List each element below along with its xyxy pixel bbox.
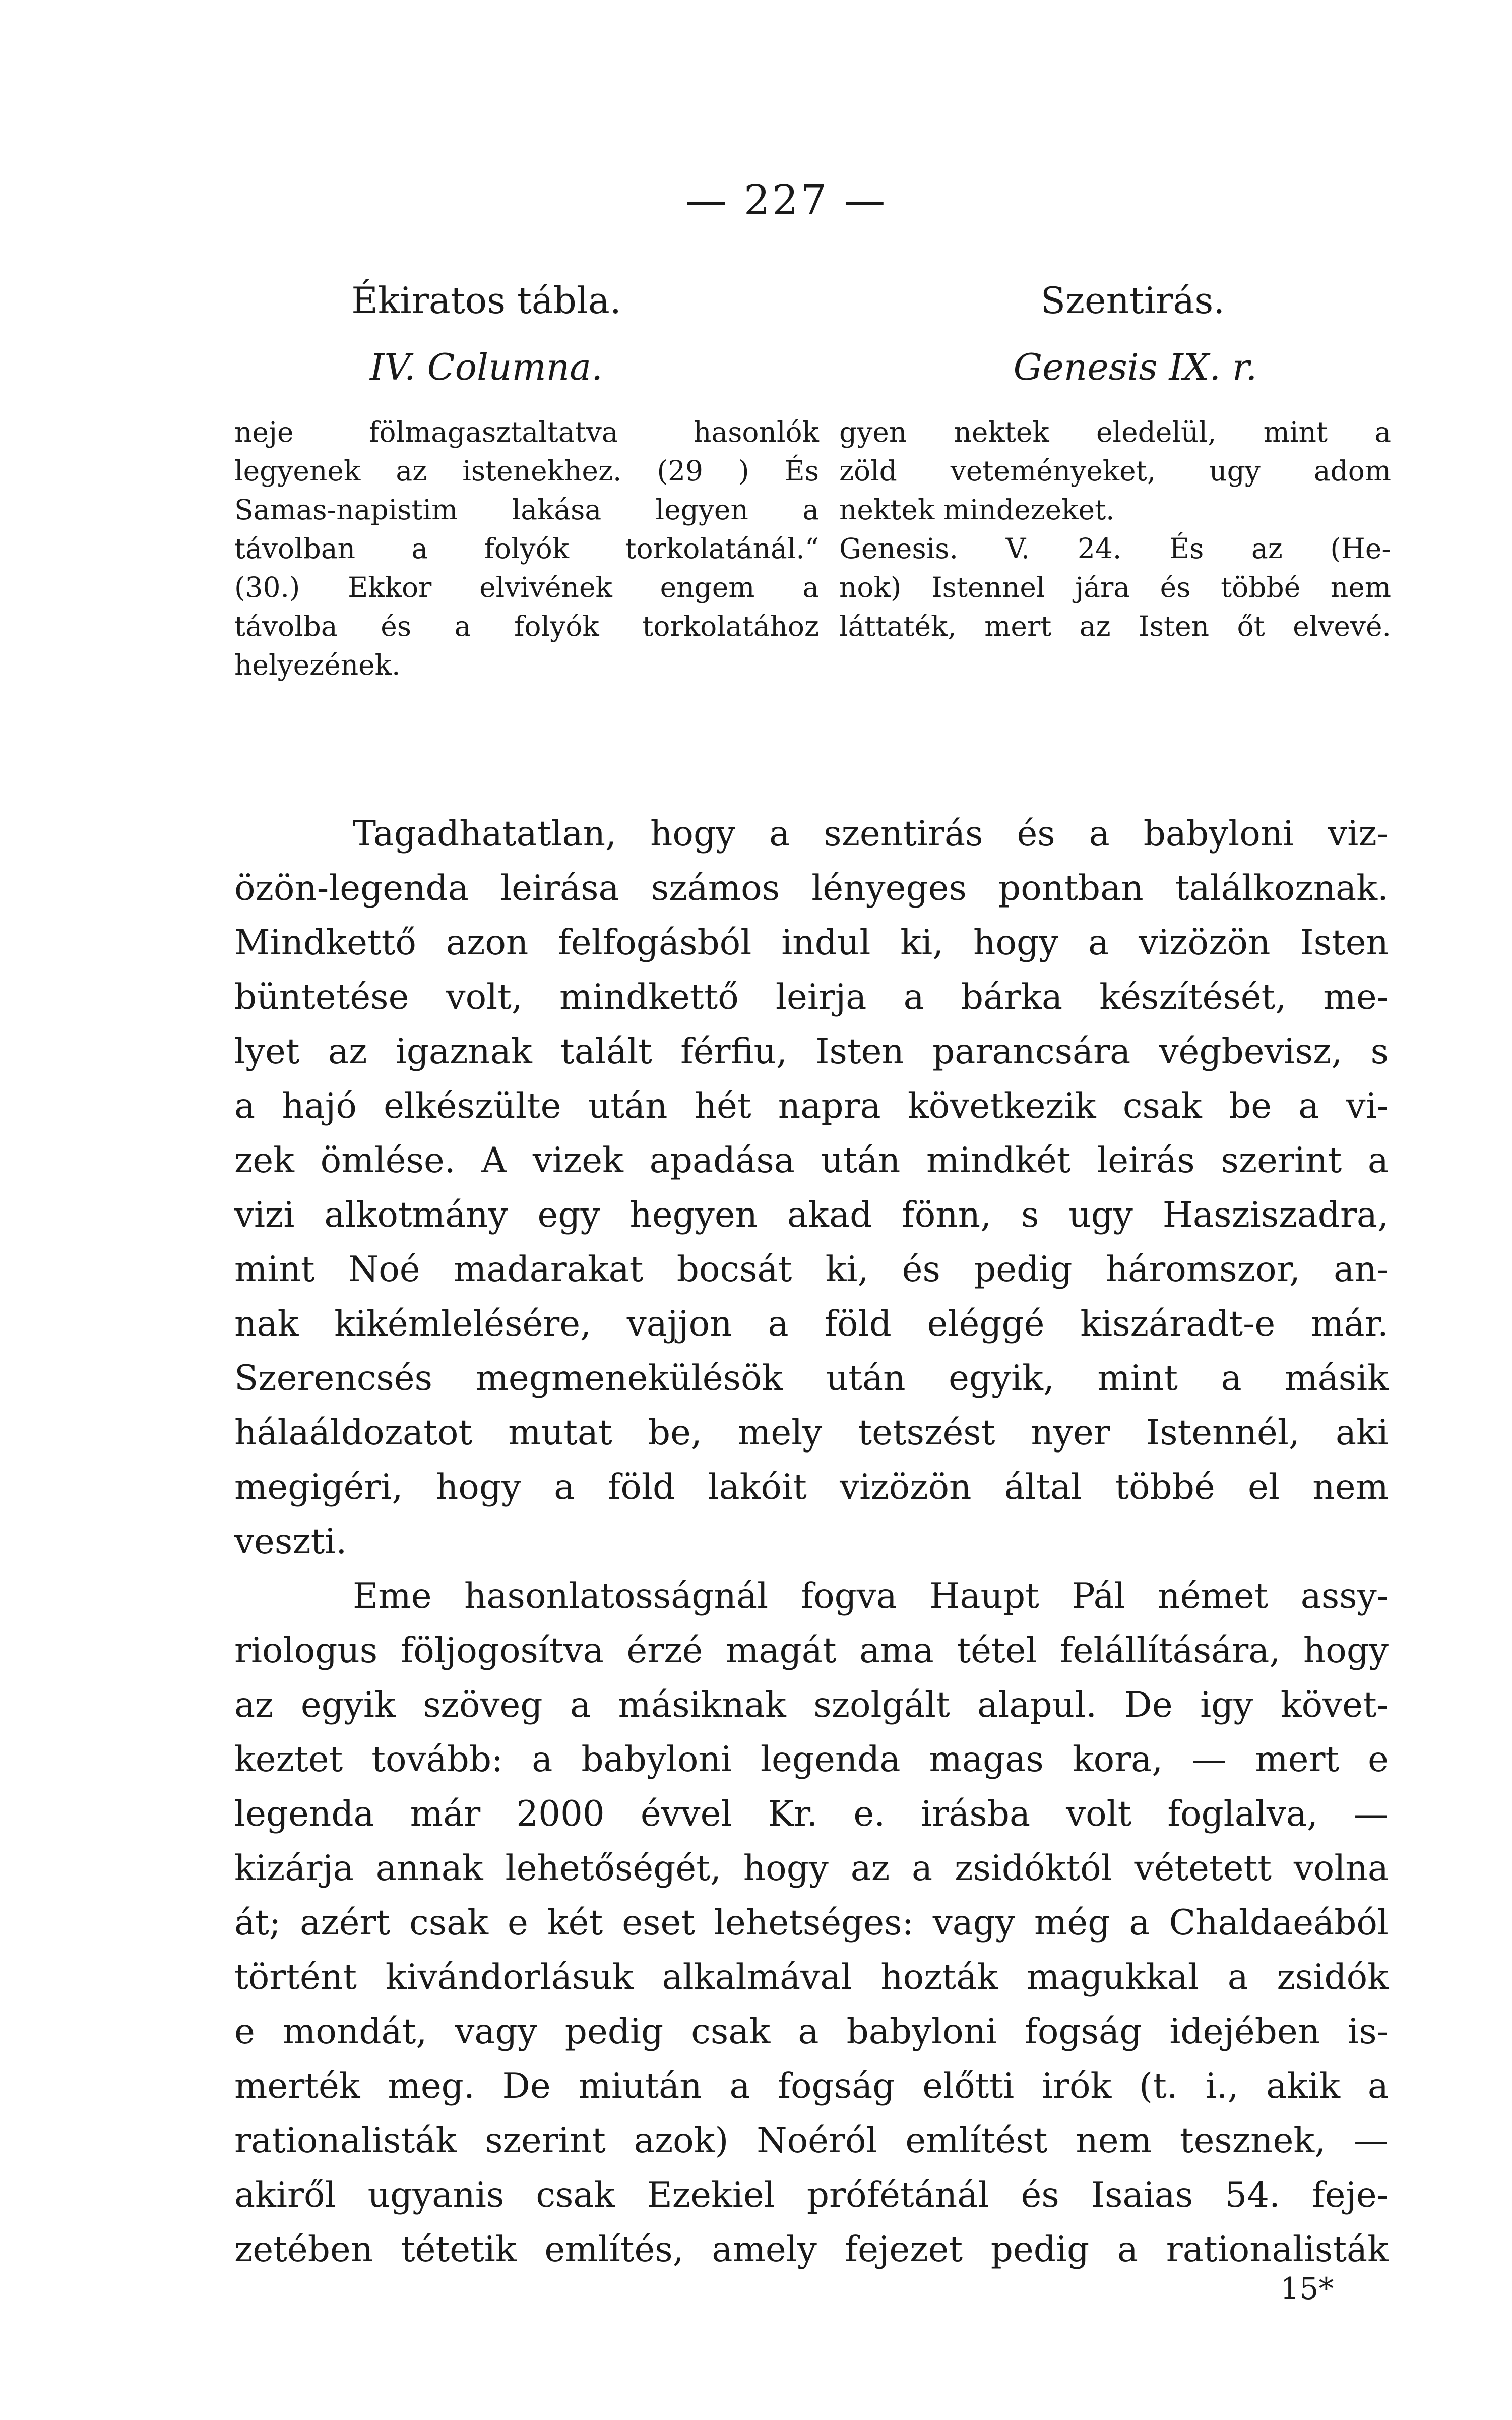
paragraph-2 <box>234 1569 1389 2277</box>
left-column-line: legyenek az istenekhez. (29 ) És <box>234 455 819 487</box>
right-column-text <box>839 413 1391 646</box>
paragraph-line: zek ömlése. A vizek apadása után mindkét leirás szerint a <box>234 1140 1389 1181</box>
paragraph-line: történt kivándorlásuk alkalmával hozták magukkal a zsidók <box>234 1957 1389 1998</box>
paragraph-line: Szerencsés megmenekülésök után egyik, mint a másik <box>234 1358 1389 1399</box>
right-column-line: nok) Istennel jára és többé nem <box>839 571 1391 603</box>
paragraph-line: hálaáldozatot mutat be, mely tetszést nyer Istennél, aki <box>234 1413 1389 1453</box>
paragraph-line: e mondát, vagy pedig csak a babyloni fogság idejében is- <box>234 2012 1389 2052</box>
paragraph-line: veszti. <box>234 1522 347 1562</box>
paragraph-line: özön-legenda leirása számos lényeges pontban találkoznak. <box>234 868 1389 909</box>
paragraph-line: riologus följogosítva érzé magát ama tétel felállítására, hogy <box>234 1630 1389 1671</box>
signature-mark: 15* <box>1280 2271 1334 2307</box>
paragraph-1 <box>234 807 1389 1569</box>
left-column-line: helyezének. <box>234 649 401 681</box>
paragraph-line: Eme hasonlatosságnál fogva Haupt Pál német assy- <box>353 1576 1389 1616</box>
paragraph-line: az egyik szöveg a másiknak szolgált alapul. De igy követ- <box>234 1685 1389 1725</box>
paragraph-line: büntetése volt, mindkettő leirja a bárka készítését, me- <box>234 977 1389 1017</box>
right-column-line: láttaték, mert az Isten őt elvevé. <box>839 610 1391 642</box>
right-column-line: Genesis. V. 24. És az (He- <box>839 532 1391 565</box>
left-column-line: (30.) Ekkor elvivének engem a <box>234 571 819 603</box>
page-number: — 227 — <box>685 176 888 224</box>
paragraph-line: zetében tétetik említés, amely fejezet pedig a rationalisták <box>234 2229 1389 2270</box>
paragraph-line: keztet tovább: a babyloni legenda magas kora, — mert e <box>234 1739 1389 1780</box>
body-text <box>234 807 1389 2277</box>
right-column-line: gyen nektek eledelül, mint a <box>839 416 1391 448</box>
paragraph-line: akiről ugyanis csak Ezekiel prófétánál és Isaias 54. feje- <box>234 2175 1389 2215</box>
right-column-subtitle: Genesis IX. r. <box>1013 346 1257 388</box>
paragraph-line: vizi alkotmány egy hegyen akad fönn, s ugy Hasziszadra, <box>234 1195 1389 1235</box>
left-column-line: Samas-napistim lakása legyen a <box>234 494 819 526</box>
right-column-line: nektek mindezeket. <box>839 494 1115 526</box>
left-column <box>234 279 819 685</box>
paragraph-line: megigéri, hogy a föld lakóit vizözön által többé el nem <box>234 1467 1389 1507</box>
paragraph-line: Tagadhatatlan, hogy a szentirás és a babyloni viz- <box>353 814 1389 854</box>
left-column-line: távolban a folyók torkolatánál.“ <box>234 532 819 565</box>
right-column-line: zöld veteményeket, ugy adom <box>839 455 1391 487</box>
paragraph-line: merték meg. De miután a fogság előtti irók (t. i., akik a <box>234 2066 1389 2106</box>
paragraph-line: legenda már 2000 évvel Kr. e. irásba volt foglalva, — <box>234 1794 1389 1834</box>
right-column <box>839 279 1391 646</box>
left-column-subtitle: IV. Columna. <box>370 346 603 388</box>
paragraph-line: át; azért csak e két eset lehetséges: vagy még a Chaldaeából <box>234 1903 1389 1943</box>
right-column-title: Szentirás. <box>1040 279 1225 322</box>
left-column-text <box>234 413 819 685</box>
left-column-title: Ékiratos tábla. <box>351 279 621 322</box>
paragraph-line: lyet az igaznak talált férfiu, Isten parancsára végbevisz, s <box>234 1032 1389 1072</box>
paragraph-line: mint Noé madarakat bocsát ki, és pedig háromszor, an- <box>234 1249 1389 1290</box>
left-column-line: neje fölmagasztaltatva hasonlók <box>234 416 819 448</box>
paragraph-line: kizárja annak lehetőségét, hogy az a zsidóktól vétetett volna <box>234 1848 1389 1889</box>
paragraph-line: Mindkettő azon felfogásból indul ki, hogy a vizözön Isten <box>234 923 1389 963</box>
paragraph-line: a hajó elkészülte után hét napra következik csak be a vi- <box>234 1086 1389 1126</box>
left-column-line: távolba és a folyók torkolatához <box>234 610 819 642</box>
paragraph-line: nak kikémlelésére, vajjon a föld eléggé kiszáradt-e már. <box>234 1304 1389 1344</box>
paragraph-line: rationalisták szerint azok) Noéról említést nem tesznek, — <box>234 2121 1389 2161</box>
